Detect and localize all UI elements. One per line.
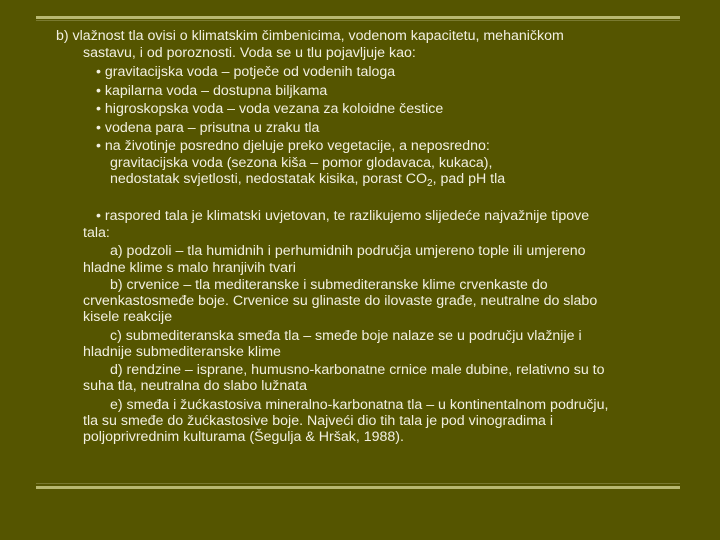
soil-terra-rossa-line-1: b) crvenice – tla mediteranske i submediteranske klime crvenkaste do bbox=[110, 277, 548, 293]
soil-submediterranean-line-2: hladnije submediteranske klime bbox=[83, 344, 281, 360]
distribution-line-1: • raspored tala je klimatski uvjetovan, te razlikujemo slijedeće najvažnije tipove bbox=[96, 208, 590, 224]
soil-terra-rossa-line-2: crvenkastosmeđe boje. Crvenice su glinaste do ilovaste građe, neutralne do slabo bbox=[83, 293, 598, 309]
soil-terra-rossa-line-3: kisele reakcije bbox=[83, 309, 173, 325]
co2-text: nedostatak svjetlosti, nedostatak kisika, porast CO bbox=[110, 171, 428, 187]
bullet-hygroscopic-water: • higroskopska voda – voda vezana za koloidne čestice bbox=[96, 101, 444, 117]
soil-podzols-line-2: hladne klime s malo hranjivih tvari bbox=[83, 260, 296, 276]
soil-brown-carbonate-line-2: tla su smeđe do žućkastosive boje. Najveći dio tih tala je pod vinogradima i bbox=[83, 413, 554, 429]
bullet-animals-line-2: gravitacijska voda (sezona kiša – pomor glodavaca, kukaca), bbox=[110, 155, 493, 171]
bullet-capillary-water: • kapilarna voda – dostupna biljkama bbox=[96, 83, 328, 99]
soil-rendzinas-line-1: d) rendzine – isprane, humusno-karbonatne crnice male dubine, relativno su to bbox=[110, 362, 605, 378]
top-rule bbox=[36, 16, 680, 19]
distribution-line-2: tala: bbox=[83, 225, 110, 241]
ph-text: , pad pH tla bbox=[432, 171, 506, 187]
intro-line-2: sastavu, i od poroznosti. Voda se u tlu pojavljuje kao: bbox=[83, 45, 416, 61]
bottom-rule bbox=[36, 486, 680, 489]
bullet-animals-line-1: • na životinje posredno djeluje preko vegetacije, a neposredno: bbox=[96, 138, 490, 154]
soil-podzols-line-1: a) podzoli – tla humidnih i perhumidnih područja umjereno tople ili umjereno bbox=[110, 243, 586, 259]
co2-subscript: 2 bbox=[427, 178, 433, 189]
soil-submediterranean-line-1: c) submediteranska smeđa tla – smeđe boje nalaze se u području vlažnije i bbox=[110, 328, 582, 344]
intro-line-1: b) vlažnost tla ovisi o klimatskim čimbenicima, vodenom kapacitetu, mehaničkom bbox=[56, 28, 564, 44]
bullet-animals-line-3 bbox=[110, 171, 505, 188]
bullet-water-vapour: • vodena para – prisutna u zraku tla bbox=[96, 120, 320, 136]
bullet-gravitational-water: • gravitacijska voda – potječe od vodenih taloga bbox=[96, 64, 396, 80]
soil-brown-carbonate-line-3: poljoprivrednim kulturama (Šegulja & Hršak, 1988). bbox=[83, 429, 404, 445]
soil-rendzinas-line-2: suha tla, neutralna do slabo lužnata bbox=[83, 378, 308, 394]
soil-brown-carbonate-line-1: e) smeđa i žućkastosiva mineralno-karbonatna tla – u kontinentalnom području, bbox=[110, 397, 609, 413]
